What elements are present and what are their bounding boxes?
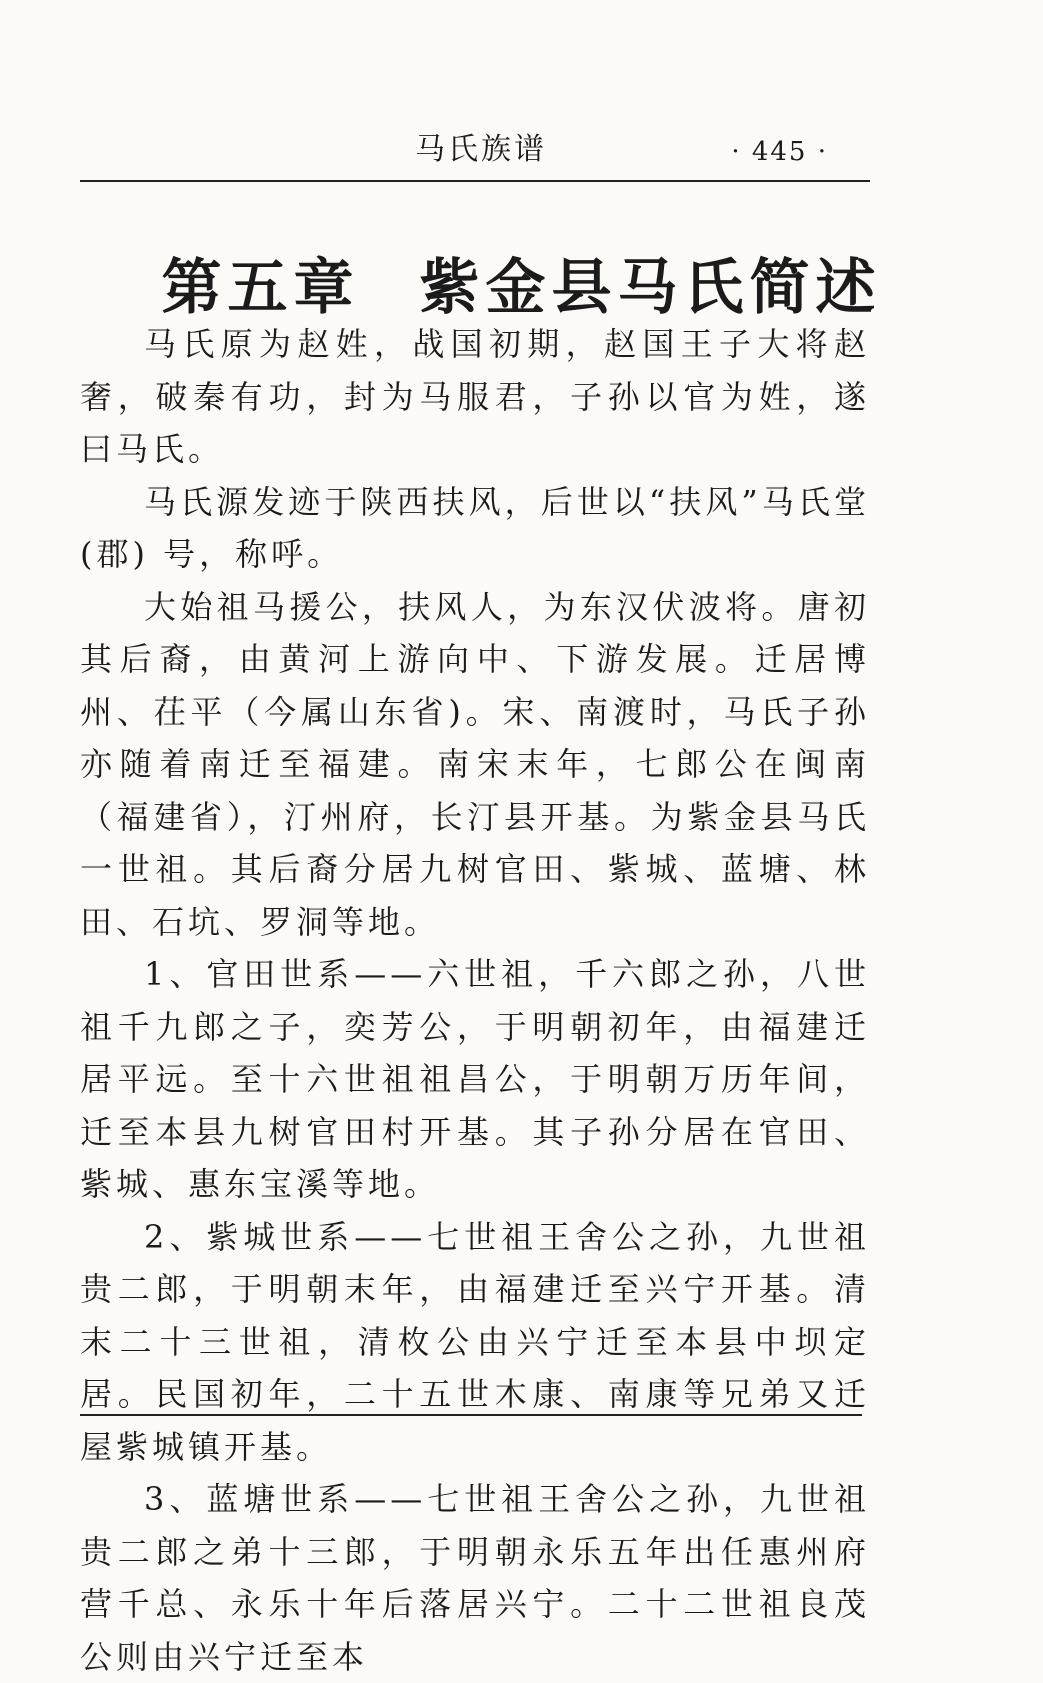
running-head xyxy=(80,128,868,172)
chapter-number: 第五章 xyxy=(161,253,360,324)
body-text xyxy=(80,318,870,1683)
header-divider xyxy=(80,180,870,182)
page-number: · 445 · xyxy=(731,137,828,167)
paragraph-zicheng-lineage: 2、紫城世系——七世祖王舍公之孙，九世祖贵二郎，于明朝末年，由福建迁至兴宁开基。清末二十三世祖，清枚公由兴宁迁至本县中坝定居。民国初年，二十五世木康、南康等兄弟又迁屋紫城镇开基。 xyxy=(80,1217,870,1466)
book-title: 马氏族谱 xyxy=(415,132,547,167)
chapter-title xyxy=(0,248,1043,328)
chapter-name: 紫金县马氏简述 xyxy=(419,253,882,324)
paragraph-guantian-lineage: 1、官田世系——六世祖，千六郎之孙，八世祖千九郎之子，奕芳公，于明朝初年，由福建迁居平远。至十六世祖祖昌公，于明朝万历年间，迁至本县九树官田村开基。其子孙分居在官田、紫城、惠东宝溪等地。 xyxy=(80,955,870,1203)
paragraph-lantang-lineage: 3、蓝塘世系——七世祖王舍公之孙，九世祖贵二郎之弟十三郎，于明朝永乐五年出任惠州府营千总、永乐十年后落居兴宁。二十二世祖良茂公则由兴宁迁至本 xyxy=(80,1480,870,1676)
paragraph-origin: 马氏原为赵姓，战国初期，赵国王子大将赵奢，破秦有功，封为马服君，子孙以官为姓，遂曰马氏。 xyxy=(80,325,870,468)
paragraph-migration: 大始祖马援公，扶风人，为东汉伏波将。唐初其后裔，由黄河上游向中、下游发展。迁居博州、茌平（今属山东省)。宋、南渡时，马氏子孙亦随着南迁至福建。南宋末年，七郎公在闽南（福建省），汀州府，长汀县开基。为紫金县马氏一世祖。其后裔分居九树官田、紫城、蓝塘、林田、石坑、罗洞等地。 xyxy=(80,587,870,941)
footer-divider xyxy=(80,1414,862,1416)
paragraph-hall-name: 马氏源发迹于陕西扶风，后世以“扶风”马氏堂(郡) 号，称呼。 xyxy=(80,482,870,573)
